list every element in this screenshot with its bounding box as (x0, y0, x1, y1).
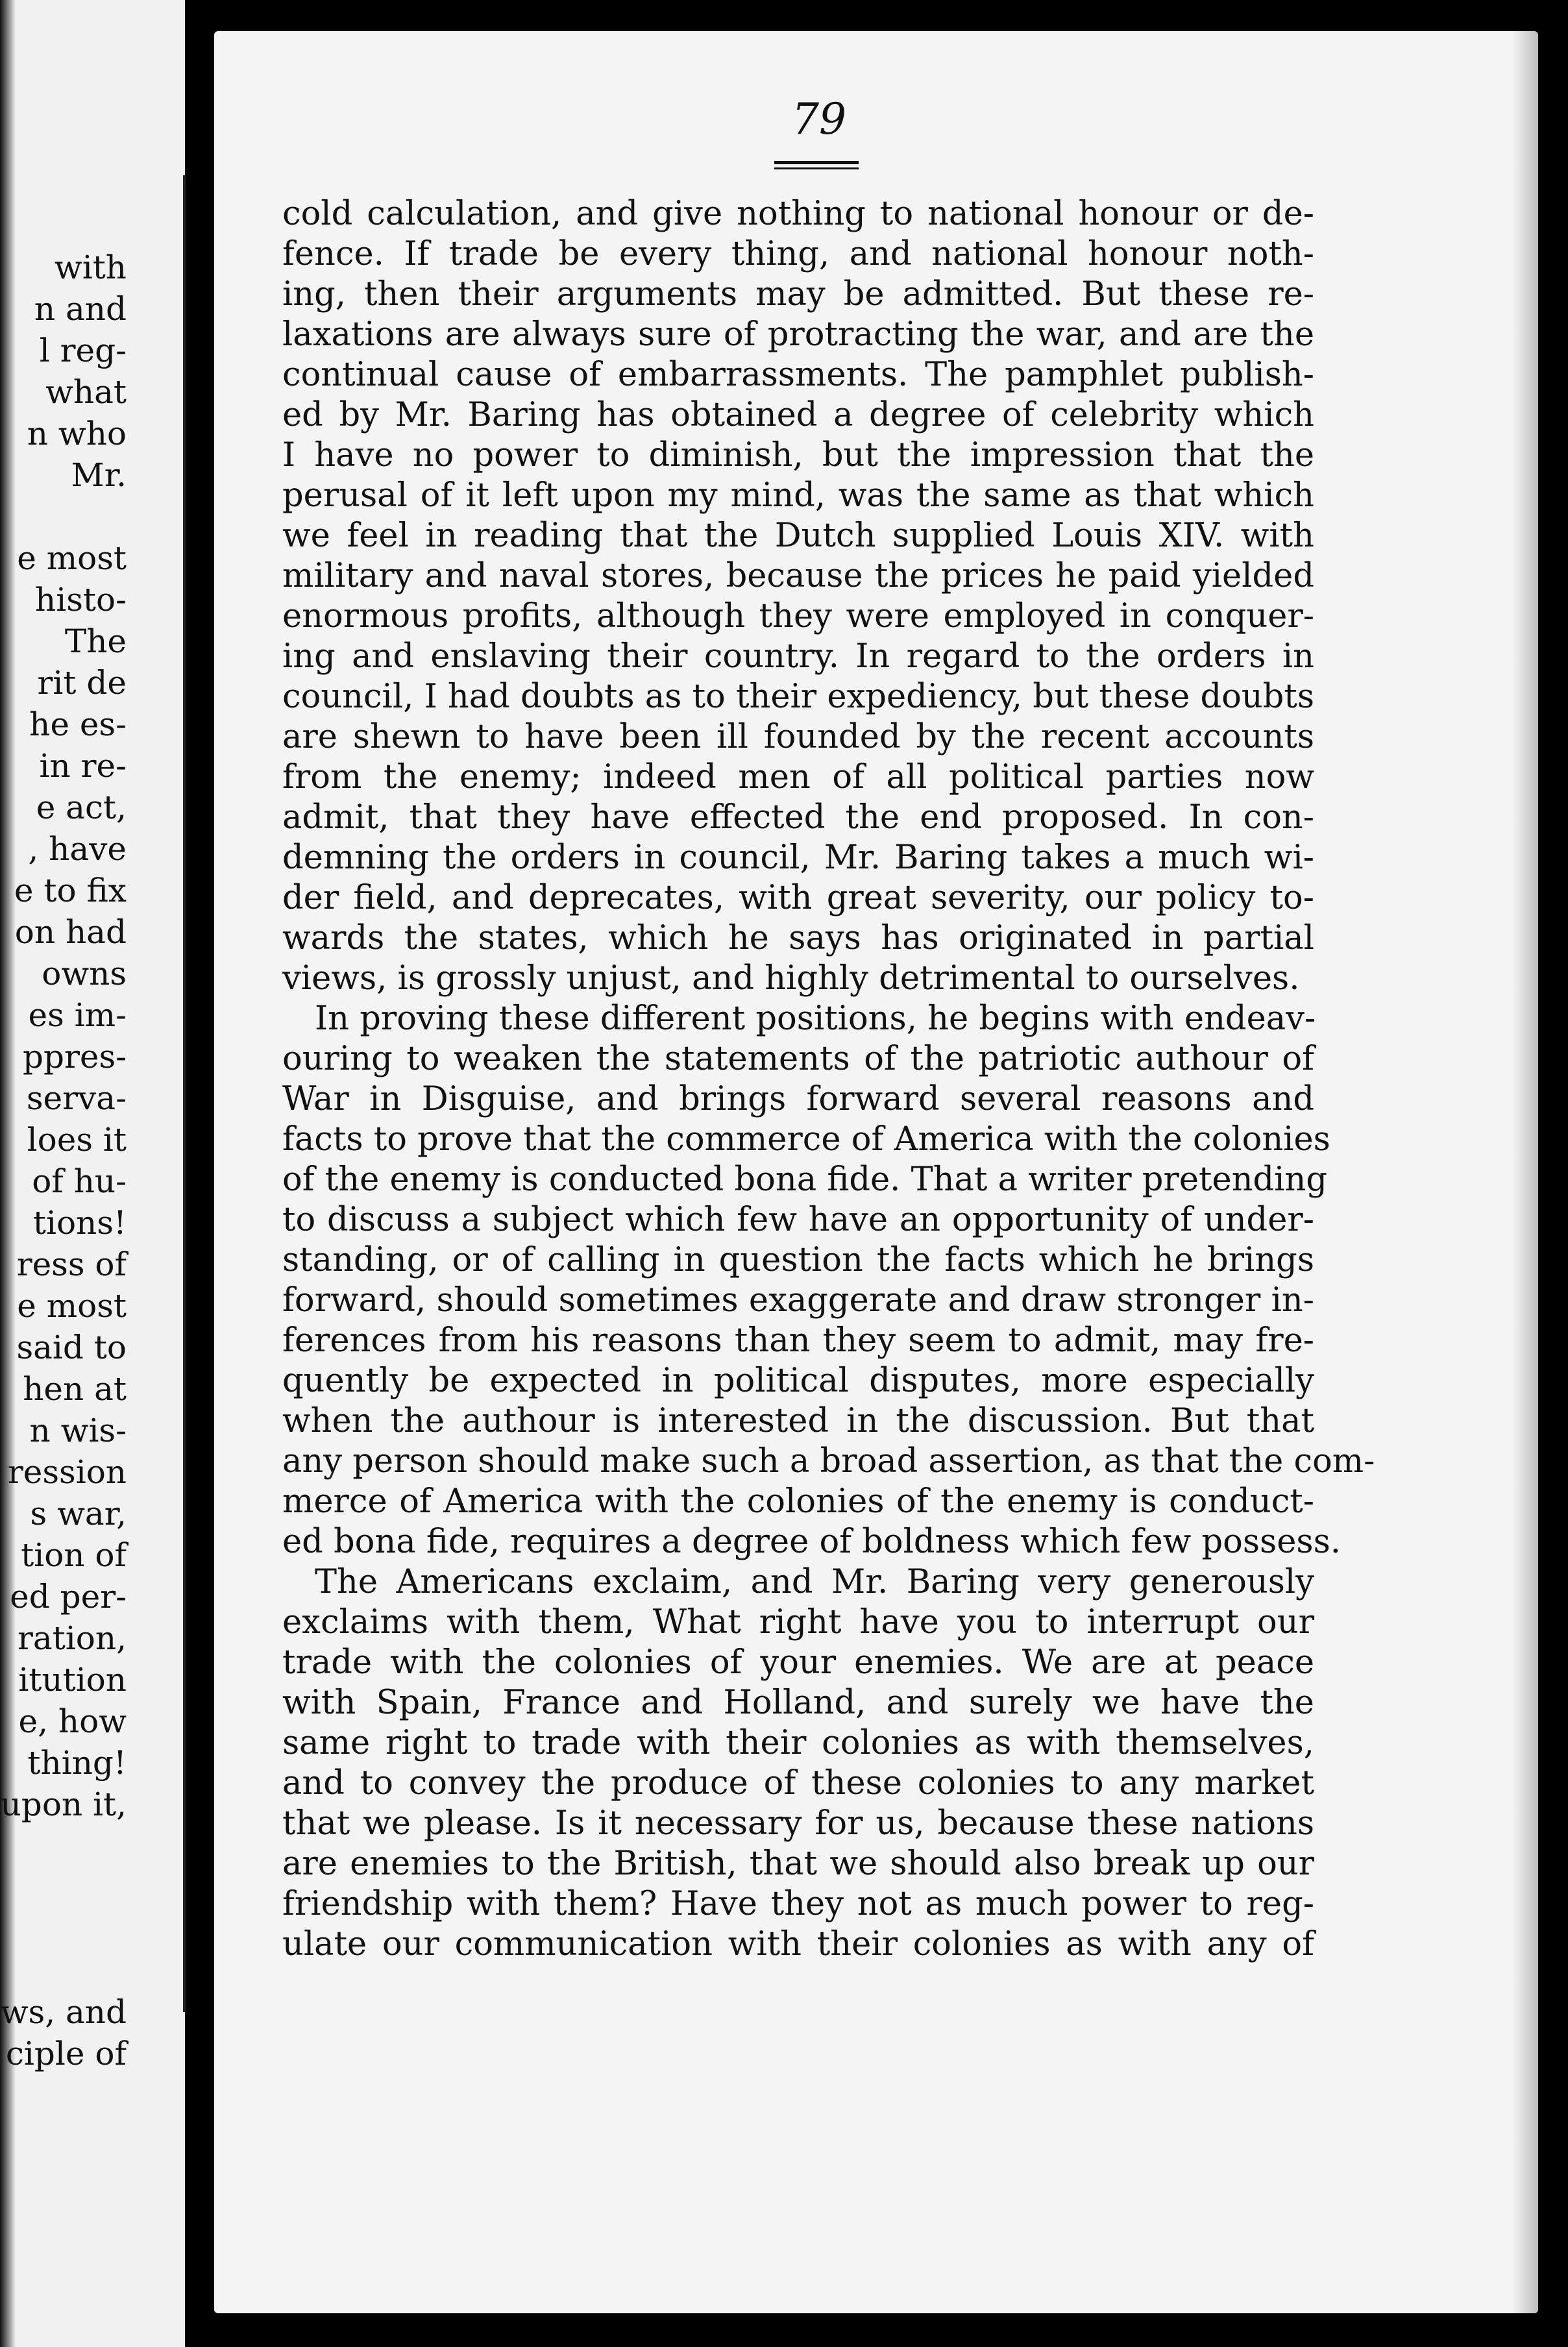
text-line: cold calculation, and give nothing to national honour or de- (282, 195, 1314, 233)
left-text-line: The (64, 622, 127, 660)
text-line: ing and enslaving their country. In regard to the orders in (282, 637, 1314, 676)
text-line: that we please. Is it necessary for us, because these nations (282, 1804, 1314, 1843)
left-text-line: with (54, 249, 127, 286)
book-gutter (185, 0, 217, 2347)
left-text-line: ration, (18, 1619, 127, 1657)
left-text-line: on had (14, 913, 127, 951)
text-line: In proving these different positions, he begins with endeav- (315, 1000, 1316, 1038)
text-line: quently be expected in political disputes, more especially (282, 1362, 1314, 1400)
left-text-line: loes it (27, 1121, 127, 1159)
text-line: are shewn to have been ill founded by the recent accounts (282, 718, 1314, 756)
left-text-line: histo- (35, 581, 127, 619)
text-line: to discuss a subject which few have an opportunity of under- (282, 1201, 1314, 1239)
text-line: when the authour is interested in the discussion. But that (282, 1402, 1314, 1440)
left-text-line: ppres- (22, 1038, 127, 1075)
text-line: views, is grossly unjust, and highly detrimental to ourselves. (282, 959, 1300, 998)
text-line: demning the orders in council, Mr. Baring takes a much wi- (282, 839, 1314, 877)
text-line: same right to trade with their colonies as with themselves, (282, 1724, 1314, 1762)
text-line: laxations are always sure of protracting the war, and are the (282, 315, 1314, 354)
text-line: ed by Mr. Baring has obtained a degree of celebrity which (282, 396, 1314, 434)
text-line: der field, and deprecates, with great severity, our policy to- (282, 879, 1314, 917)
left-text-line: ciple of (5, 2035, 127, 2072)
left-text-line: e most (17, 1287, 127, 1325)
text-line: ferences from his reasons than they seem to admit, may fre- (282, 1321, 1314, 1360)
left-text-line: s war, (30, 1495, 127, 1532)
text-line: ed bona fide, requires a degree of boldness which few possess. (282, 1523, 1341, 1561)
left-text-line: n wis- (29, 1412, 127, 1449)
text-line: continual cause of embarrassments. The pamphlet publish- (282, 356, 1314, 394)
left-text-line: of hu- (32, 1162, 127, 1200)
left-text-line: n who (27, 415, 127, 452)
left-text-line: he es- (29, 706, 127, 743)
left-text-line: ws, and (0, 1993, 127, 2031)
text-line: merce of America with the colonies of the enemy is conduct- (282, 1482, 1314, 1521)
text-line: fence. If trade be every thing, and national honour noth- (282, 235, 1314, 273)
gutter-rule (183, 175, 186, 2012)
text-line: any person should make such a broad assertion, as that the com- (282, 1442, 1375, 1481)
left-text-line: thing! (27, 1744, 127, 1782)
text-line: military and naval stores, because the prices he paid yielded (282, 557, 1314, 595)
left-text-line: , have (28, 830, 127, 868)
left-text-line: e most (17, 539, 127, 577)
left-text-line: ression (7, 1453, 127, 1491)
left-text-line: rit de (37, 664, 127, 702)
page-number-rule (774, 167, 859, 169)
text-line: are enemies to the British, that we should also break up our (282, 1845, 1314, 1883)
page-edge-shadow (1512, 31, 1538, 2313)
left-text-line: serva- (26, 1079, 127, 1117)
text-line: War in Disguise, and brings forward several reasons and (282, 1080, 1314, 1118)
text-line: we feel in reading that the Dutch supplied Louis XIV. with (282, 517, 1314, 555)
left-text-line: ed per- (10, 1578, 127, 1616)
text-line: from the enemy; indeed men of all political parties now (282, 758, 1314, 796)
text-line: enormous profits, although they were employed in conquer- (282, 597, 1314, 635)
left-text-line: said to (16, 1329, 127, 1366)
left-text-line: Mr. (71, 456, 127, 494)
left-text-line: e act, (36, 789, 127, 826)
text-line: perusal of it left upon my mind, was the same as that which (282, 476, 1314, 515)
text-line: standing, or of calling in question the facts which he brings (282, 1241, 1314, 1279)
left-text-line: n and (34, 290, 127, 328)
left-text-line: e to fix (14, 872, 127, 909)
left-text-line: tions! (32, 1204, 127, 1242)
text-line: forward, should sometimes exaggerate and draw stronger in- (282, 1281, 1314, 1320)
left-text-line: upon it, (0, 1786, 127, 1823)
text-line: and to convey the produce of these colonies to any market (282, 1764, 1314, 1802)
left-text-line: owns (42, 955, 127, 992)
left-text-line: e, how (18, 1702, 127, 1740)
previous-page-fragment (0, 0, 185, 2347)
text-line: wards the states, which he says has originated in partial (282, 919, 1314, 957)
text-line: ulate our communication with their colonies as with any of (282, 1925, 1314, 1963)
page-number-rule (774, 161, 859, 164)
text-line: council, I had doubts as to their expediency, but these doubts (282, 678, 1314, 716)
text-line: The Americans exclaim, and Mr. Baring very generously (315, 1563, 1314, 1601)
text-line: admit, that they have effected the end proposed. In con- (282, 798, 1314, 837)
text-line: ing, then their arguments may be admitted. But these re- (282, 275, 1314, 313)
page-number: 79 (792, 94, 846, 144)
left-text-line: tion of (21, 1536, 127, 1574)
text-line: ouring to weaken the statements of the patriotic authour of (282, 1040, 1314, 1078)
text-line: of the enemy is conducted bona fide. That a writer pretending (282, 1161, 1327, 1199)
left-text-line: hen at (23, 1370, 127, 1408)
left-text-line: es im- (28, 996, 127, 1034)
text-line: trade with the colonies of your enemies. We are at peace (282, 1643, 1314, 1682)
text-line: friendship with them? Have they not as much power to reg- (282, 1885, 1314, 1923)
left-text-line: itution (18, 1661, 127, 1699)
left-text-line: in re- (39, 747, 127, 785)
text-line: facts to prove that the commerce of America with the colonies (282, 1120, 1330, 1159)
text-line: I have no power to diminish, but the impression that the (282, 436, 1314, 474)
text-line: exclaims with them, What right have you to interrupt our (282, 1603, 1314, 1641)
left-text-line: what (45, 373, 127, 411)
text-line: with Spain, France and Holland, and surely we have the (282, 1684, 1314, 1722)
left-text-line: ress of (16, 1246, 127, 1283)
left-text-line: l reg- (39, 332, 127, 369)
